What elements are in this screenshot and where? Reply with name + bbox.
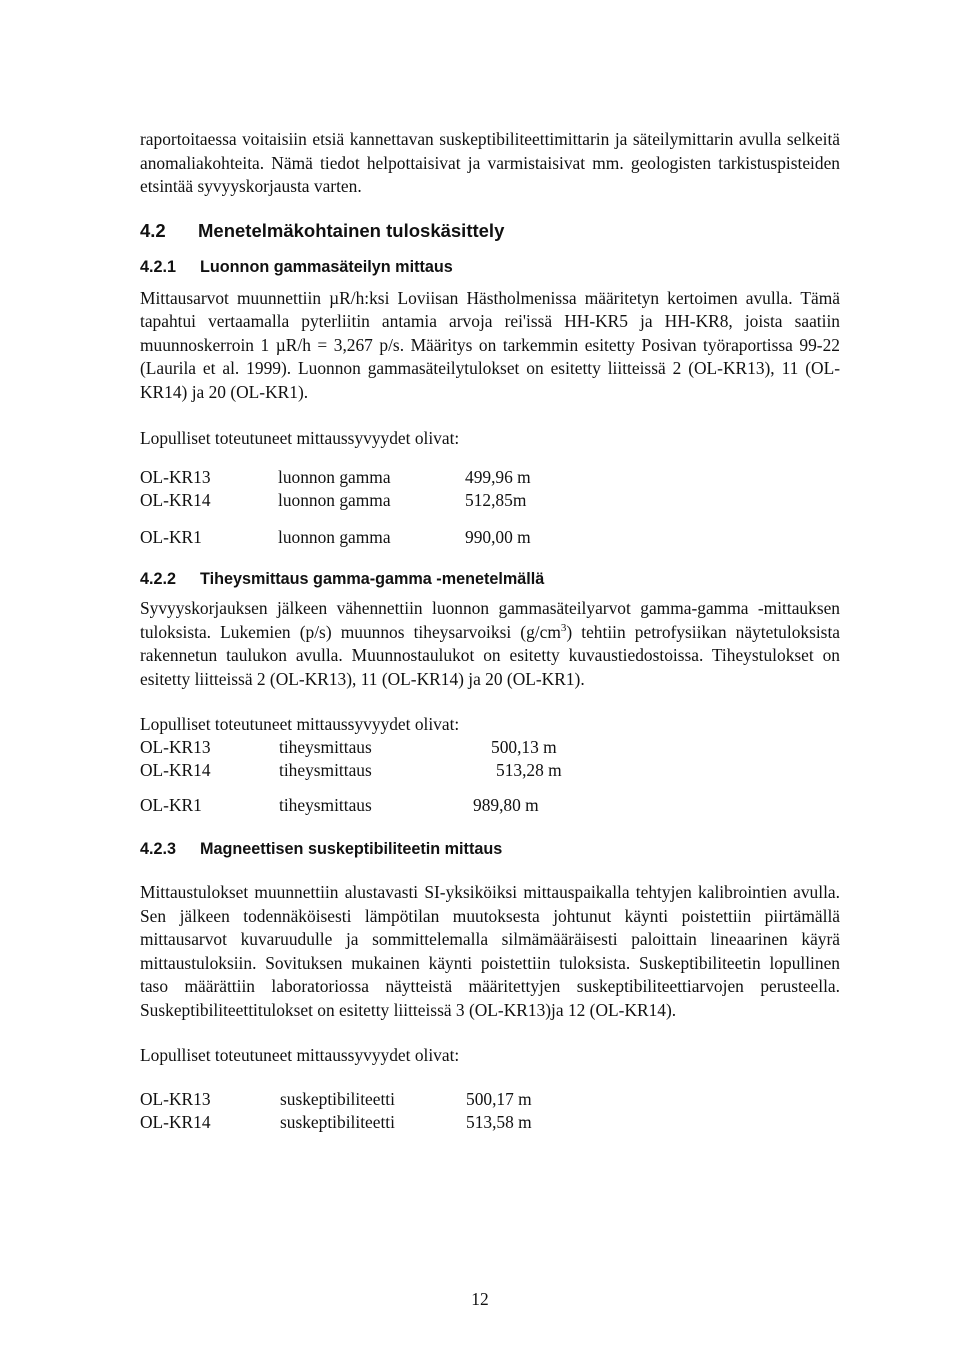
hole-id: OL-KR14 [140,490,211,510]
hole-id: OL-KR1 [140,527,202,547]
depth: 513,28 m [496,760,562,780]
depth: 989,80 m [473,795,539,815]
section-title: Menetelmäkohtainen tuloskäsittely [198,219,505,241]
subsection-title: Tiheysmittaus gamma-gamma -menetelmällä [200,570,545,588]
depth: 513,58 m [466,1112,532,1132]
subsection-heading-susceptibility [140,838,840,860]
method: tiheysmittaus [279,795,372,815]
subsection-title: Luonnon gammasäteilyn mittaus [200,257,453,276]
depth: 500,13 m [491,737,557,757]
method: tiheysmittaus [279,760,372,780]
susceptibility-depth-table [140,1088,840,1134]
table-row [140,466,840,489]
hole-id: OL-KR1 [140,795,202,815]
method: tiheysmittaus [279,737,372,757]
depth: 512,85m [465,490,527,510]
table-row [140,759,840,782]
table-row [140,489,840,512]
intro-paragraph: raportoitaessa voitaisiin etsiä kannettavan suskeptibiliteettimittarin ja säteilymittarin avulla selkeitä anomaliakohteita. Nämä tiedot helpottaisivat ja varmistaisivat mm. geologisten tarkistuspisteiden etsintää syvyyskorjausta varten. [140,129,840,196]
depth: 499,96 m [465,467,531,487]
method: luonnon gamma [278,467,391,487]
susceptibility-paragraph: Mittaustulokset muunnettiin alustavasti SI-yksiköiksi mittauspaikalla tehtyjen kalibrointien avulla. Sen jälkeen todennäköisesti lämpötilan muutoksesta johtunut käynti poistettiin piirtämällä mittausarvot kuvaruudulle ja sommittelemalla silmämääräisesti paloittain lineaarinen käyrä mittaustuloksiin. Sovituksen mukainen käynti poistettiin tuloksista. Suskeptibiliteetin lopullinen taso määrättiin laboratoriossa näytteistä määritettyjen suskeptibiliteettiarvojen perusteella. Suskeptibiliteettitulokset on esitetty liitteissä 3 (OL-KR13)ja 12 (OL-KR14). [140,882,840,1020]
density-paragraph-start: Syvyyskorjauksen jälkeen vähennettiin luonnon gammasäteilyarvot gamma-gamma -mittauksen tuloksista. Lukemien (p/s) muunnos tiheysarvoiksi (g/cm [140,598,840,642]
method: suskeptibiliteetti [280,1112,395,1132]
depth: 500,17 m [466,1089,532,1109]
density-depth-table [140,736,840,817]
subsection-title: Magneettisen suskeptibiliteetin mittaus [200,840,503,858]
depth: 990,00 m [465,527,531,547]
subsection-heading-density [140,568,840,590]
gamma-depths-lead: Lopulliset toteutuneet mittaussyvyydet olivat: [140,428,460,448]
hole-id: OL-KR13 [140,1089,211,1109]
subsection-heading-gamma [140,256,840,278]
method: suskeptibiliteetti [280,1089,395,1109]
gamma-depth-table [140,466,840,549]
density-depths-lead: Lopulliset toteutuneet mittaussyvyydet olivat: [140,714,460,734]
density-unit-superscript: 3 [560,621,567,634]
susceptibility-depths-lead: Lopulliset toteutuneet mittaussyvyydet olivat: [140,1045,460,1065]
subsection-number: 4.2.2 [140,570,177,588]
method: luonnon gamma [278,490,391,510]
document-page [140,128,840,1134]
gamma-paragraph: Mittausarvot muunnettiin µR/h:ksi Loviisan Hästholmenissa määritetyn kertoimen avulla. Tämä tapahtui vertaamalla pyterliitin antamia arvoja rei'issä HH-KR5 ja HH-KR8, joista saatiin muunnoskerroin 1 µR/h = 3,267 p/s. Määritys on tarkemmin esitetty Posivan työraportissa 99-22 (Laurila et al. 1999). Luonnon gammasäteilytulokset on esitetty liitteissä 2 (OL-KR13), 11 (OL-KR14) ja 20 (OL-KR1). [140,287,840,402]
density-paragraph [140,597,840,691]
table-row [140,526,840,549]
density-paragraph-end: ) tehtiin petrofysiikan näytetuloksista rakennetun taulukon avulla. Muunnostaulukot on esitetty kuvaustiedostoissa. Tiheystulokset on esitetty liitteissä 2 (OL-KR13), 11 (OL-KR14) ja 20 (OL-KR1). [140,621,841,689]
table-row [140,1088,840,1111]
table-row [140,1111,840,1134]
hole-id: OL-KR14 [140,1112,211,1132]
page-number: 12 [471,1289,489,1309]
method: luonnon gamma [278,527,391,547]
section-heading [140,219,840,243]
subsection-number: 4.2.3 [140,840,177,858]
hole-id: OL-KR13 [140,737,211,757]
table-row [140,736,840,759]
subsection-number: 4.2.1 [140,257,177,276]
section-number: 4.2 [140,219,166,241]
hole-id: OL-KR13 [140,467,211,487]
hole-id: OL-KR14 [140,760,211,780]
table-row [140,794,840,817]
